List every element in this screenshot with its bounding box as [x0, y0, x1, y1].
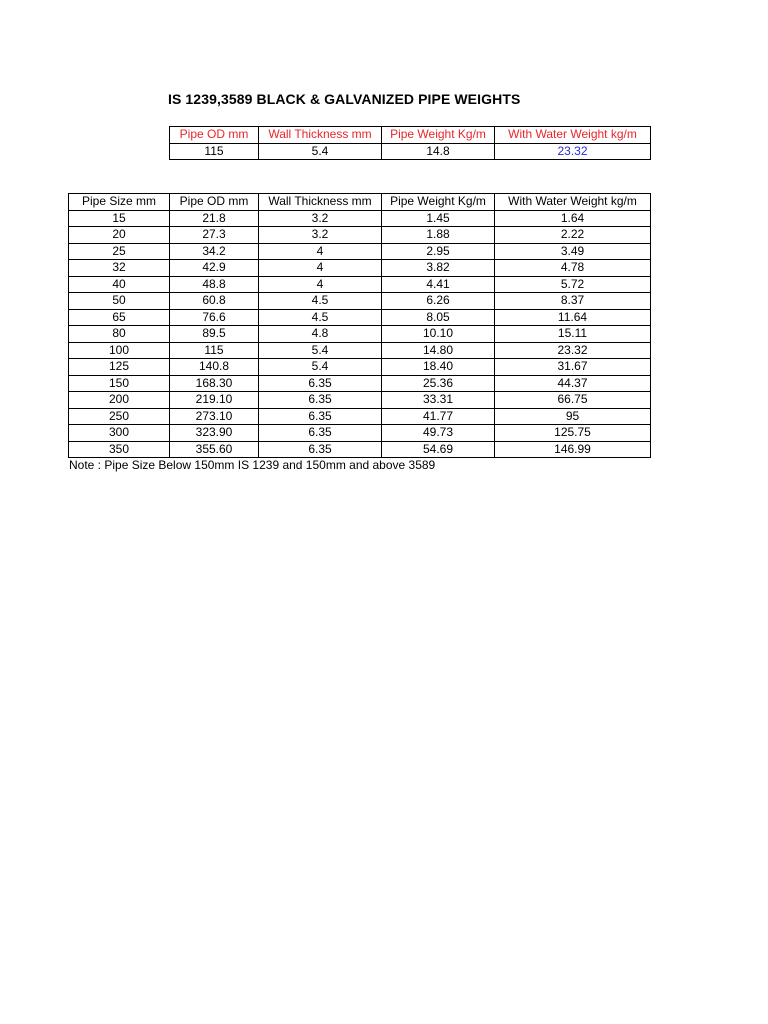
table-cell: 48.8 — [170, 276, 259, 293]
table-cell: 6.35 — [259, 441, 382, 458]
summary-value-cell: 5.4 — [259, 143, 382, 160]
table-cell: 3.82 — [382, 260, 495, 277]
table-cell: 140.8 — [170, 359, 259, 376]
page-title: IS 1239,3589 BLACK & GALVANIZED PIPE WEIGHTS — [168, 91, 521, 107]
table-cell: 150 — [69, 375, 170, 392]
footnote: Note : Pipe Size Below 150mm IS 1239 and 150mm and above 3589 — [69, 458, 436, 472]
summary-value-cell: 115 — [170, 143, 259, 160]
table-cell: 21.8 — [170, 210, 259, 227]
table-row — [69, 227, 651, 244]
table-cell: 355.60 — [170, 441, 259, 458]
summary-value-row — [170, 143, 651, 160]
table-cell: 54.69 — [382, 441, 495, 458]
column-header: Wall Thickness mm — [259, 194, 382, 211]
table-cell: 5.4 — [259, 359, 382, 376]
table-cell: 3.49 — [495, 243, 651, 260]
table-cell: 15 — [69, 210, 170, 227]
table-cell: 31.67 — [495, 359, 651, 376]
table-cell: 4 — [259, 243, 382, 260]
table-header-row — [69, 194, 651, 211]
table-cell: 5.72 — [495, 276, 651, 293]
table-cell: 4.5 — [259, 309, 382, 326]
table-cell: 10.10 — [382, 326, 495, 343]
table-cell: 32 — [69, 260, 170, 277]
table-row — [69, 392, 651, 409]
table-cell: 8.05 — [382, 309, 495, 326]
table-cell: 15.11 — [495, 326, 651, 343]
table-cell: 1.88 — [382, 227, 495, 244]
table-cell: 168.30 — [170, 375, 259, 392]
table-cell: 80 — [69, 326, 170, 343]
table-cell: 42.9 — [170, 260, 259, 277]
table-cell: 6.35 — [259, 408, 382, 425]
table-cell: 6.26 — [382, 293, 495, 310]
column-header: With Water Weight kg/m — [495, 194, 651, 211]
table-row — [69, 425, 651, 442]
table-cell: 6.35 — [259, 392, 382, 409]
table-cell: 4.78 — [495, 260, 651, 277]
table-cell: 95 — [495, 408, 651, 425]
table-row — [69, 375, 651, 392]
table-cell: 6.35 — [259, 375, 382, 392]
table-row — [69, 210, 651, 227]
summary-value-cell: 14.8 — [382, 143, 495, 160]
table-row — [69, 293, 651, 310]
table-cell: 25 — [69, 243, 170, 260]
summary-value-cell: 23.32 — [495, 143, 651, 160]
table-cell: 49.73 — [382, 425, 495, 442]
column-header: Pipe Size mm — [69, 194, 170, 211]
table-cell: 18.40 — [382, 359, 495, 376]
table-cell: 66.75 — [495, 392, 651, 409]
table-cell: 2.22 — [495, 227, 651, 244]
pipe-weights-table — [68, 193, 651, 458]
table-cell: 65 — [69, 309, 170, 326]
table-cell: 5.4 — [259, 342, 382, 359]
table-cell: 4.8 — [259, 326, 382, 343]
summary-table — [169, 126, 651, 160]
table-cell: 89.5 — [170, 326, 259, 343]
table-cell: 4 — [259, 276, 382, 293]
table-cell: 4 — [259, 260, 382, 277]
table-cell: 273.10 — [170, 408, 259, 425]
table-row — [69, 260, 651, 277]
table-cell: 300 — [69, 425, 170, 442]
table-cell: 3.2 — [259, 227, 382, 244]
table-cell: 8.37 — [495, 293, 651, 310]
table-cell: 41.77 — [382, 408, 495, 425]
summary-header-cell: With Water Weight kg/m — [495, 127, 651, 144]
table-body — [69, 210, 651, 458]
table-cell: 100 — [69, 342, 170, 359]
table-cell: 115 — [170, 342, 259, 359]
table-cell: 33.31 — [382, 392, 495, 409]
table-row — [69, 408, 651, 425]
table-cell: 2.95 — [382, 243, 495, 260]
table-cell: 23.32 — [495, 342, 651, 359]
summary-header-row — [170, 127, 651, 144]
table-cell: 200 — [69, 392, 170, 409]
table-cell: 323.90 — [170, 425, 259, 442]
table-row — [69, 342, 651, 359]
table-cell: 146.99 — [495, 441, 651, 458]
table-row — [69, 326, 651, 343]
table-cell: 44.37 — [495, 375, 651, 392]
table-cell: 40 — [69, 276, 170, 293]
table-cell: 350 — [69, 441, 170, 458]
table-cell: 4.5 — [259, 293, 382, 310]
column-header: Pipe OD mm — [170, 194, 259, 211]
table-cell: 60.8 — [170, 293, 259, 310]
table-row — [69, 441, 651, 458]
table-cell: 125.75 — [495, 425, 651, 442]
column-header: Pipe Weight Kg/m — [382, 194, 495, 211]
table-cell: 11.64 — [495, 309, 651, 326]
table-cell: 25.36 — [382, 375, 495, 392]
table-cell: 34.2 — [170, 243, 259, 260]
table-cell: 6.35 — [259, 425, 382, 442]
table-cell: 14.80 — [382, 342, 495, 359]
summary-header-cell: Pipe OD mm — [170, 127, 259, 144]
table-cell: 125 — [69, 359, 170, 376]
table-row — [69, 309, 651, 326]
table-row — [69, 359, 651, 376]
table-cell: 3.2 — [259, 210, 382, 227]
table-cell: 250 — [69, 408, 170, 425]
table-cell: 27.3 — [170, 227, 259, 244]
summary-header-cell: Pipe Weight Kg/m — [382, 127, 495, 144]
table-cell: 50 — [69, 293, 170, 310]
table-cell: 1.45 — [382, 210, 495, 227]
table-row — [69, 276, 651, 293]
summary-header-cell: Wall Thickness mm — [259, 127, 382, 144]
table-cell: 20 — [69, 227, 170, 244]
table-cell: 76.6 — [170, 309, 259, 326]
table-row — [69, 243, 651, 260]
table-cell: 219.10 — [170, 392, 259, 409]
table-cell: 1.64 — [495, 210, 651, 227]
table-cell: 4.41 — [382, 276, 495, 293]
